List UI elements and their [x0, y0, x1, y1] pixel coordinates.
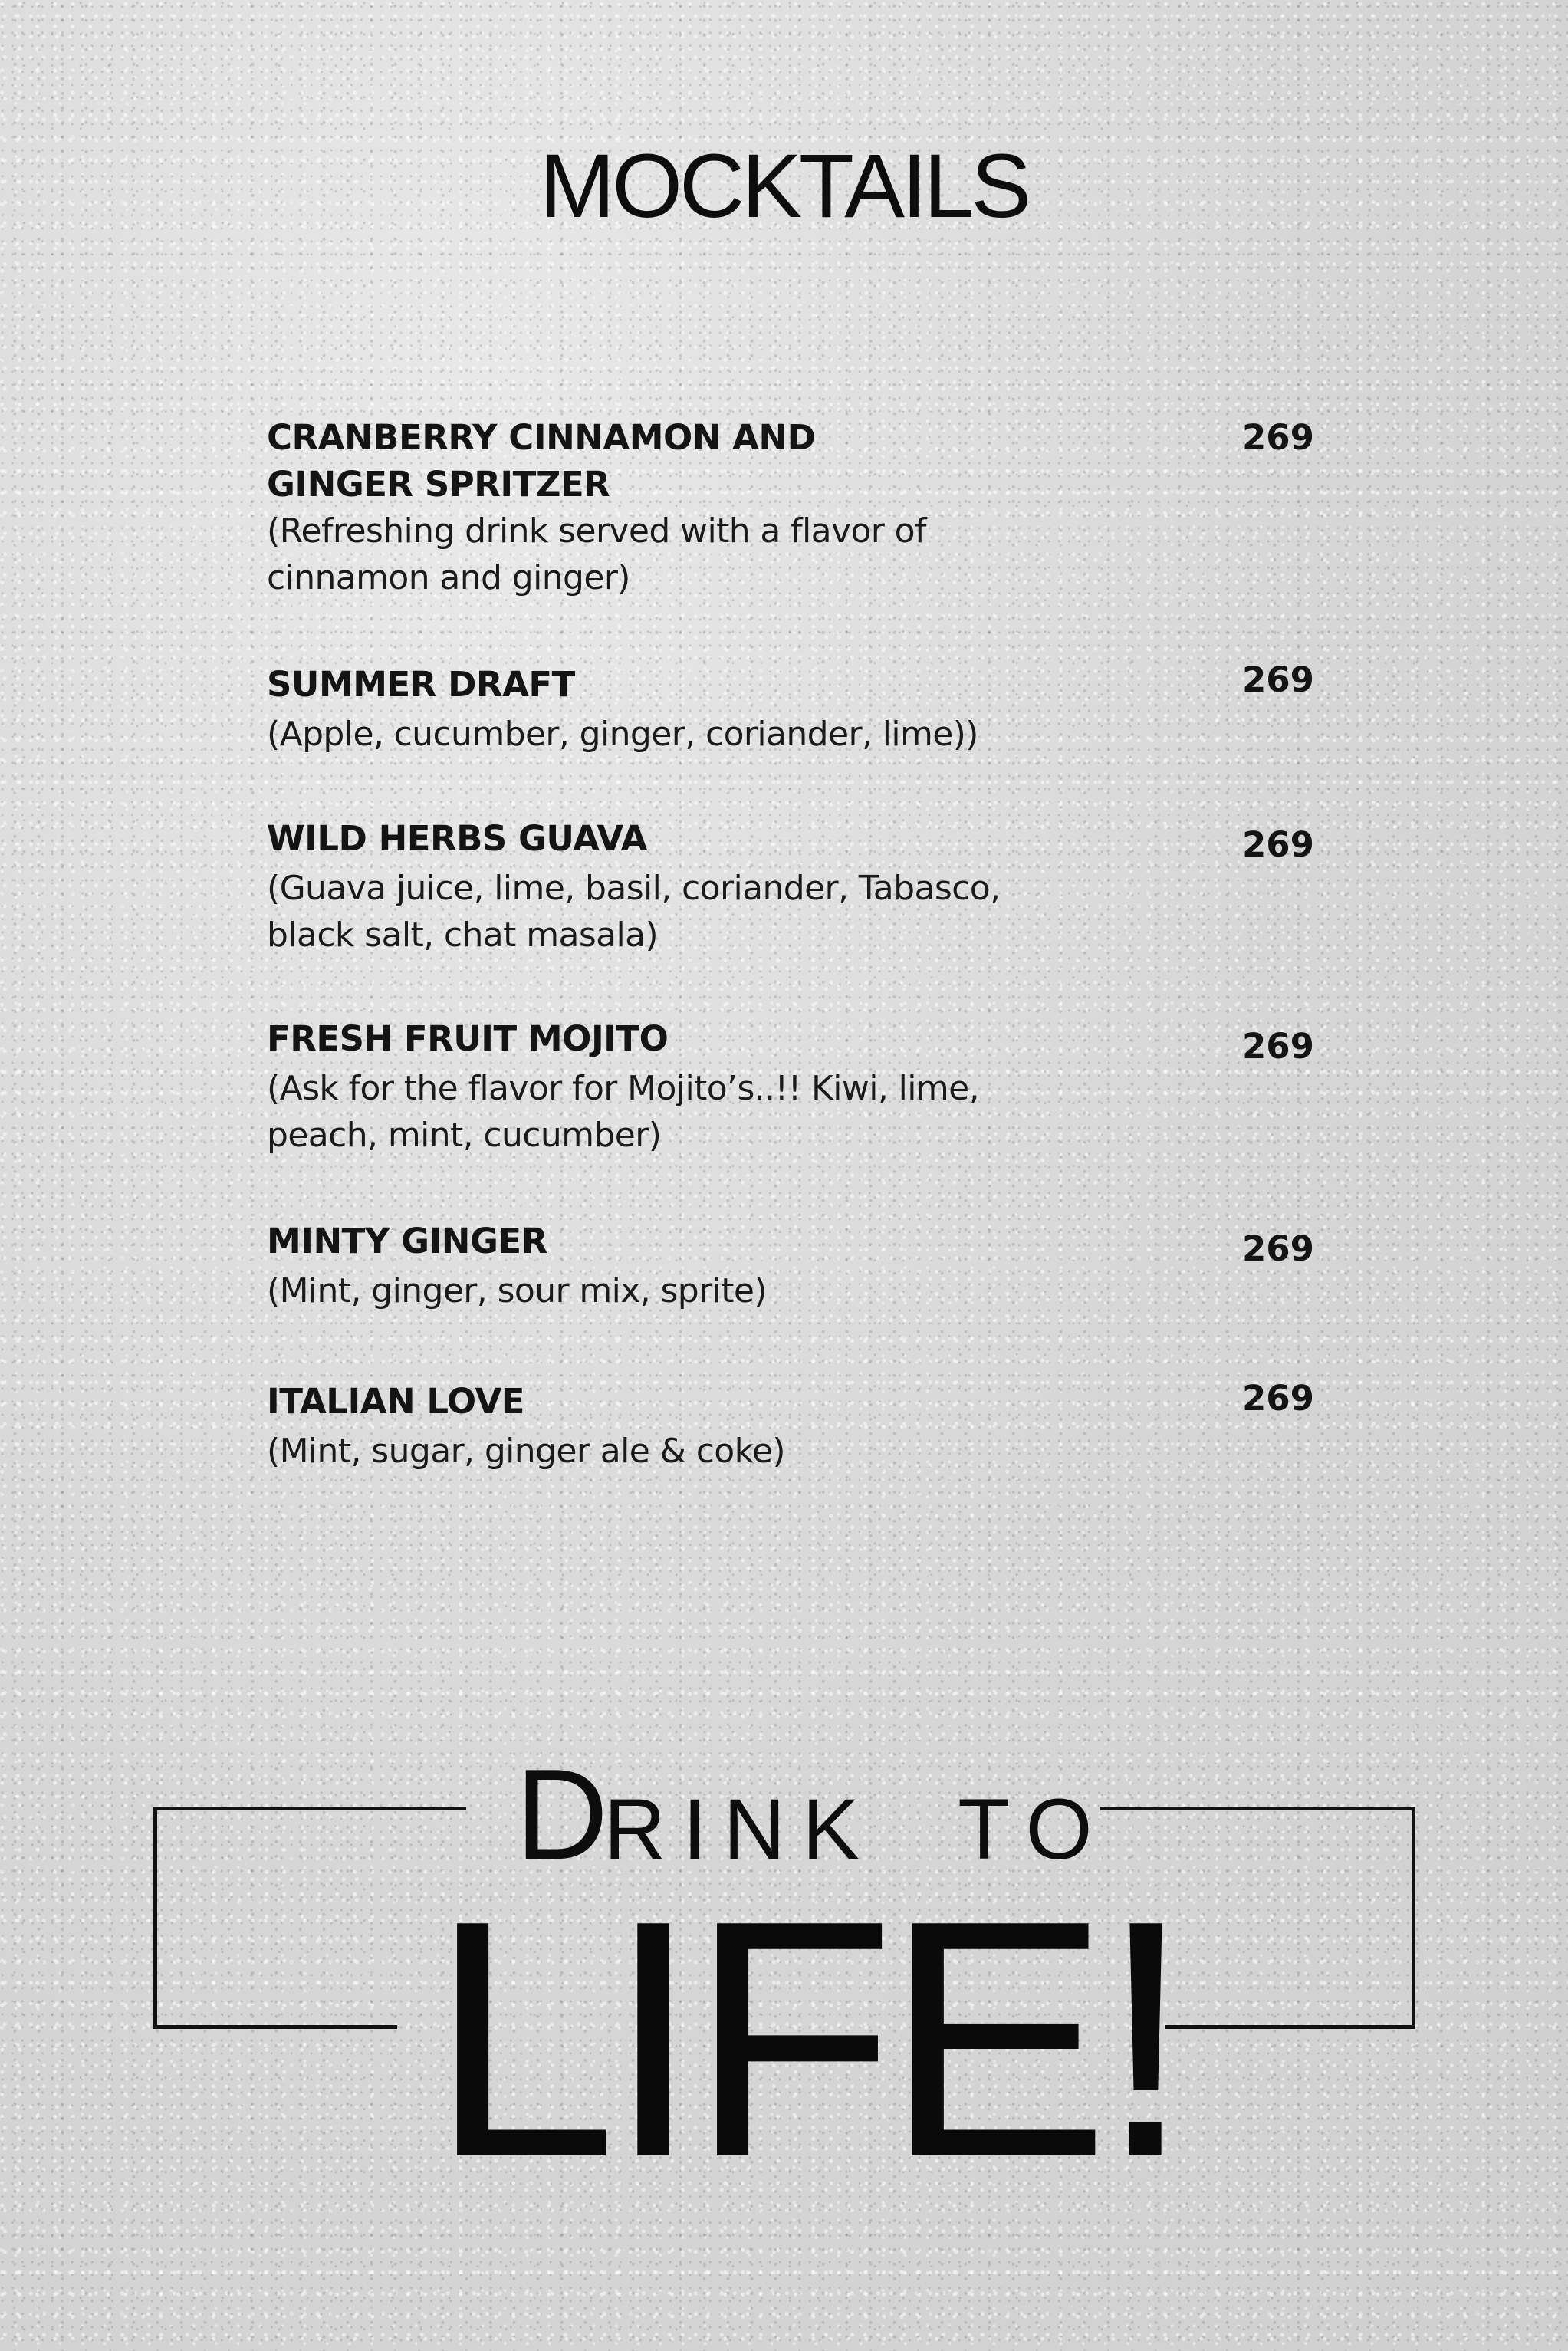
tagline-to: TO [958, 1781, 1109, 1877]
page-title: MOCKTAILS [539, 136, 1029, 237]
frame-bottom-right-line [1165, 2025, 1415, 2029]
item-price: 269 [1242, 417, 1314, 458]
item-name: SUMMER DRAFT [267, 664, 575, 705]
frame-top-left-line [153, 1807, 466, 1810]
item-name: CRANBERRY CINNAMON AND GINGER SPRITZER [267, 417, 816, 505]
item-description: (Mint, ginger, sour mix, sprite) [267, 1271, 767, 1310]
frame-bottom-left-line [153, 2025, 397, 2029]
item-description: (Apple, cucumber, ginger, coriander, lime)) [267, 715, 978, 754]
frame-top-right-line [1100, 1807, 1415, 1810]
item-price: 269 [1242, 824, 1314, 865]
item-description: (Mint, sugar, ginger ale & coke) [267, 1432, 785, 1471]
item-name: MINTY GINGER [267, 1221, 547, 1261]
tagline-life: LIFE! [429, 1851, 1182, 2228]
tagline-drink-initial: D [515, 1742, 604, 1886]
tagline-drink-to [515, 1741, 1109, 1886]
item-price: 269 [1242, 659, 1314, 700]
item-name: ITALIAN LOVE [267, 1381, 525, 1422]
item-price: 269 [1242, 1228, 1314, 1269]
item-price: 269 [1242, 1026, 1314, 1067]
frame-right-vertical-line [1412, 1807, 1415, 2029]
item-description: (Guava juice, lime, basil, coriander, Tabasco, black salt, chat masala) [267, 869, 1001, 955]
item-description: (Refreshing drink served with a flavor of cinnamon and ginger) [267, 511, 926, 597]
item-description: (Ask for the flavor for Mojito’s..!! Kiwi, lime, peach, mint, cucumber) [267, 1069, 980, 1155]
item-name: WILD HERBS GUAVA [267, 818, 647, 859]
tagline-drink-rest: RINK [603, 1781, 876, 1877]
item-name: FRESH FRUIT MOJITO [267, 1018, 669, 1059]
item-price: 269 [1242, 1378, 1314, 1419]
frame-left-vertical-line [153, 1807, 157, 2029]
